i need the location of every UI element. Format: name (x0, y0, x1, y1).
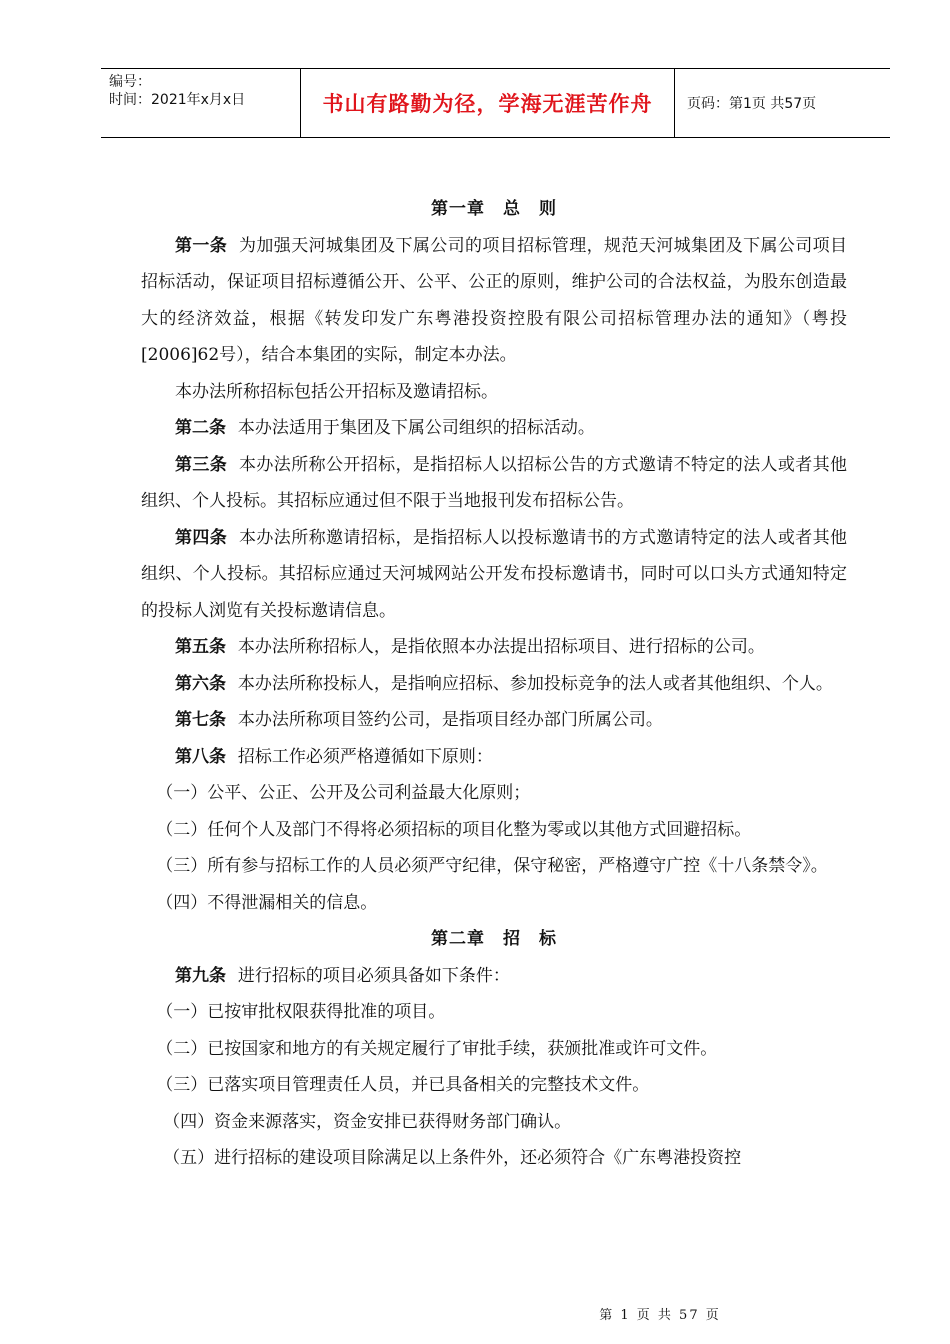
article-4-label: 第四条 (175, 527, 228, 548)
article-9 (141, 958, 847, 995)
article-8 (141, 739, 847, 776)
document-header (101, 68, 890, 138)
header-page-info: 页码：第1页 共57页 (687, 96, 817, 112)
article-1 (141, 228, 847, 374)
article-1-para-2: 本办法所称招标包括公开招标及邀请招标。 (175, 381, 498, 402)
header-motto: 书山有路勤为径，学海无涯苦作舟 (301, 69, 675, 137)
document-time-label: 时间：2021年x月x日 (109, 92, 246, 108)
article-8-label: 第八条 (175, 746, 226, 767)
article-9-item: （四）资金来源落实，资金安排已获得财务部门确认。 (163, 1111, 572, 1132)
article-8-text: 招标工作必须严格遵循如下原则： (237, 746, 493, 767)
chapter-1-title: 第一章 总 则 (431, 199, 557, 219)
header-meta (101, 69, 301, 137)
article-1-text: 为加强天河城集团及下属公司的项目招标管理，规范天河城集团及下属公司项目招标活动，保证项目招标遵循公开、公平、公正的原则，维护公司的合法权益，为股东创造最大的经济效益，根据《转发印发广东粤港投资控股有限公司招标管理办法的通知》（粤投[2006]62号），结合本集团的实际，制定本办法。 (141, 235, 848, 365)
article-4 (141, 520, 847, 630)
article-5-label: 第五条 (175, 637, 226, 657)
article-6-text: 本办法所称投标人，是指响应招标、参加投标竞争的法人或者其他组织、个人。 (237, 673, 833, 694)
article-2 (141, 410, 847, 447)
article-9-item: （二）已按国家和地方的有关规定履行了审批手续，获颁批准或许可文件。 (156, 1038, 718, 1059)
article-8-item: （四）不得泄漏相关的信息。 (156, 892, 378, 913)
document-number-label: 编号： (109, 74, 151, 90)
article-1-label: 第一条 (175, 235, 228, 256)
article-9-item: （一）已按审批权限获得批准的项目。 (156, 1002, 446, 1022)
article-8-item: （二）任何个人及部门不得将必须招标的项目化整为零或以其他方式回避招标。 (156, 819, 752, 840)
article-8-item: （三）所有参与招标工作的人员必须严守纪律，保守秘密，严格遵守广控《十八条禁令》。 (156, 856, 828, 876)
document-body (141, 191, 847, 1177)
article-5 (141, 629, 847, 666)
article-3-label: 第三条 (175, 454, 228, 475)
article-4-text: 本办法所称邀请招标，是指招标人以投标邀请书的方式邀请特定的法人或者其他组织、个人投标。其招标应通过天河城网站公开发布投标邀请书，同时可以口头方式通知特定的投标人浏览有关投标邀请信息。 (141, 527, 848, 621)
article-5-text: 本办法所称招标人，是指依照本办法提出招标项目、进行招标的公司。 (237, 637, 765, 657)
article-3 (141, 447, 847, 520)
article-6 (141, 666, 847, 703)
article-3-text: 本办法所称公开招标，是指招标人以招标公告的方式邀请不特定的法人或者其他组织、个人投标。其招标应通过但不限于当地报刊发布招标公告。 (141, 454, 848, 511)
article-9-label: 第九条 (175, 965, 226, 986)
article-9-text: 进行招标的项目必须具备如下条件： (237, 965, 510, 986)
article-7-text: 本办法所称项目签约公司，是指项目经办部门所属公司。 (237, 710, 663, 730)
article-7-label: 第七条 (175, 710, 226, 730)
chapter-2-title: 第二章 招 标 (431, 929, 557, 949)
article-6-label: 第六条 (175, 673, 226, 694)
article-9-item: （五）进行招标的建设项目除满足以上条件外，还必须符合《广东粤港投资控 (163, 1148, 742, 1168)
article-2-text: 本办法适用于集团及下属公司组织的招标活动。 (237, 418, 595, 438)
article-2-label: 第二条 (175, 418, 226, 438)
article-9-item: （三）已落实项目管理责任人员，并已具备相关的完整技术文件。 (156, 1075, 650, 1095)
page-footer: 第 1 页 共 57 页 (599, 1308, 721, 1323)
article-8-item: （一）公平、公正、公开及公司利益最大化原则； (156, 783, 531, 803)
article-7 (141, 702, 847, 739)
